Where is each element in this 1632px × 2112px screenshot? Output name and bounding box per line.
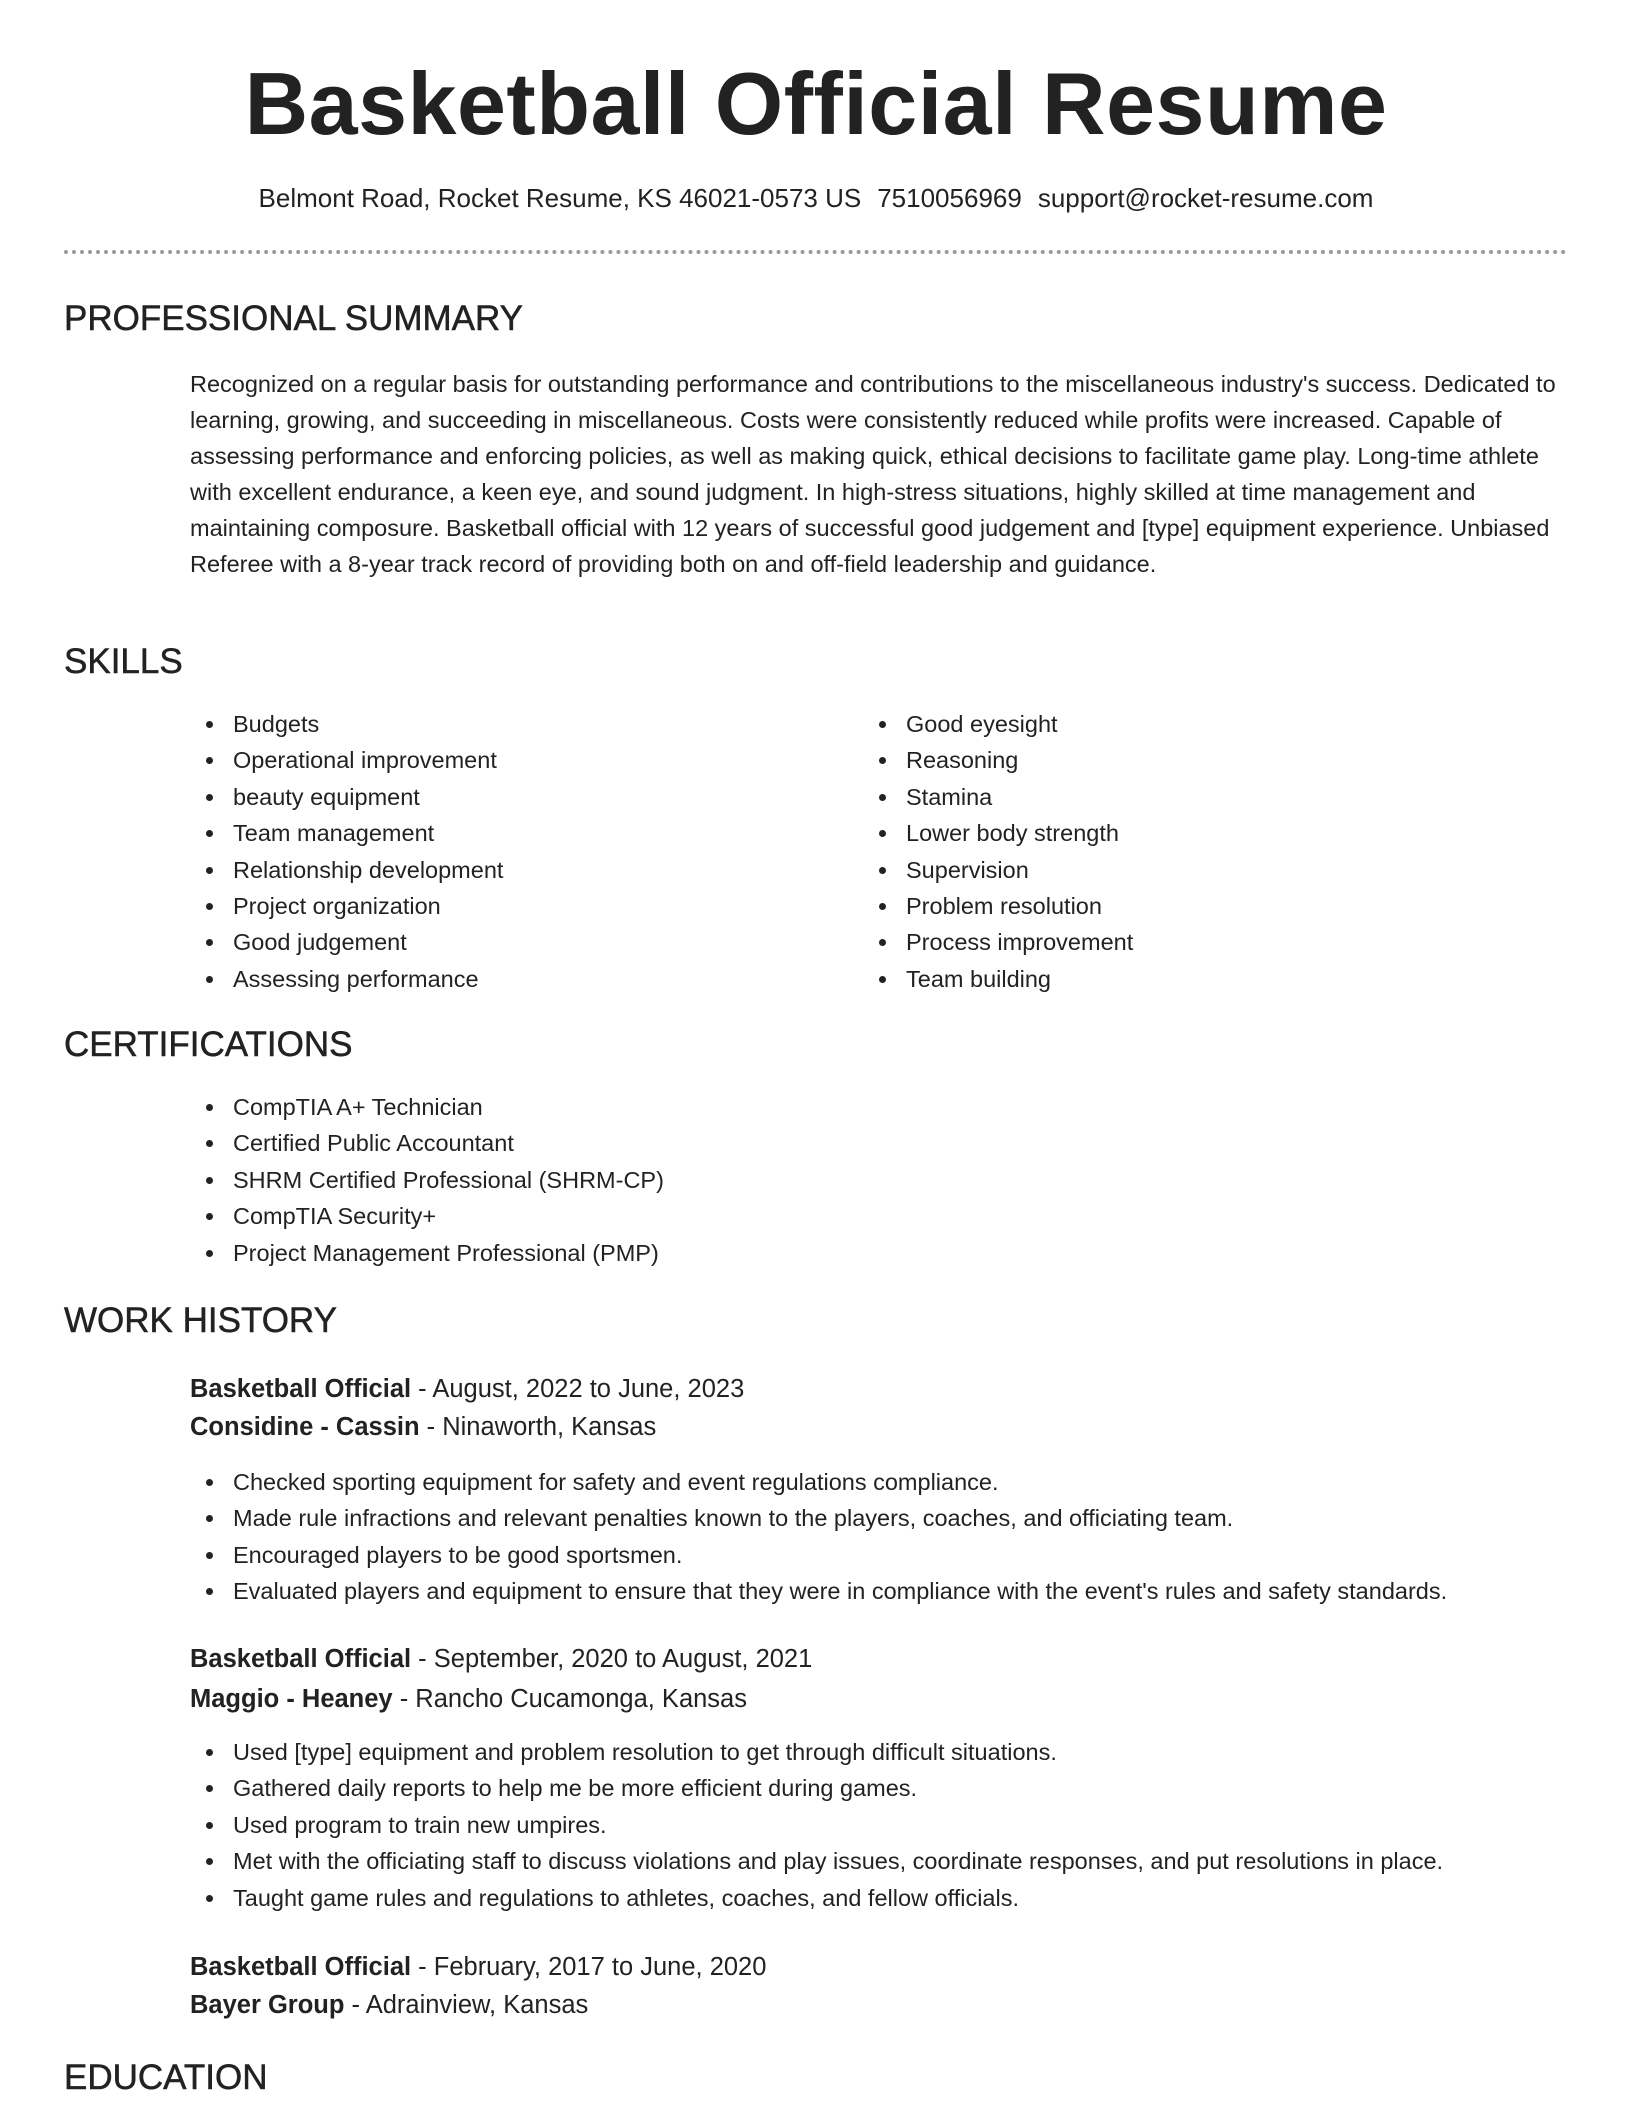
list-item: Assessing performance (190, 961, 503, 997)
summary-text: Recognized on a regular basis for outstanding performance and contributions to the miscellaneous industry's success. Dedicated to learning, growing, and succeeding in miscellaneous. Costs were consistently reduced while profits were increased. Capable of assessing performance and enforcing policies, as well as making quick, ethical decisions to facilitate game play. Long-time athlete with excellent endurance, a keen eye, and sound judgment. In high-stress situations, highly skilled at time management and maintaining composure. Basketball official with 12 years of successful good judgement and [type] equipment experience. Unbiased Referee with a 8-year track record of providing both on and off-field leadership and guidance. (190, 371, 1556, 577)
list-item: beauty equipment (190, 779, 503, 815)
list-item: Stamina (863, 779, 1133, 815)
list-item: SHRM Certified Professional (SHRM-CP) (190, 1162, 664, 1198)
job-location: - Adrainview, Kansas (344, 1991, 589, 2019)
job-location: - Ninaworth, Kansas (419, 1413, 657, 1441)
list-item: Good judgement (190, 924, 503, 960)
education-heading: EDUCATION (64, 2058, 268, 2097)
job-dates: - August, 2022 to June, 2023 (411, 1375, 745, 1403)
list-item: Relationship development (190, 852, 503, 888)
list-item: Used [type] equipment and problem resolution to get through difficult situations. (190, 1734, 1443, 1770)
skills-list-left (190, 706, 503, 997)
job-dates: - February, 2017 to June, 2020 (411, 1953, 767, 1981)
job-company-line (190, 1680, 747, 1718)
skills-list-right (863, 706, 1133, 997)
job-title-line (190, 1640, 812, 1678)
job-company: Considine - Cassin (190, 1413, 420, 1441)
list-item: Made rule infractions and relevant penalties known to the players, coaches, and officiating team. (190, 1500, 1447, 1536)
contact-address: Belmont Road, Rocket Resume, KS 46021-0573 US (258, 183, 862, 213)
list-item: Lower body strength (863, 815, 1133, 851)
resume-title: Basketball Official Resume (244, 54, 1388, 153)
list-item: Met with the officiating staff to discuss violations and play issues, coordinate responses, and put resolutions in place. (190, 1843, 1443, 1879)
job-company: Maggio - Heaney (190, 1685, 393, 1713)
job-company-line (190, 1986, 588, 2024)
list-item: Budgets (190, 706, 503, 742)
contact-phone: 7510056969 (877, 183, 1022, 213)
list-item: Used program to train new umpires. (190, 1807, 1443, 1843)
job-title: Basketball Official (190, 1645, 412, 1673)
job-title-line (190, 1370, 744, 1408)
list-item: Good eyesight (863, 706, 1133, 742)
list-item: Team building (863, 961, 1133, 997)
list-item: Project Management Professional (PMP) (190, 1235, 664, 1271)
list-item: Certified Public Accountant (190, 1125, 664, 1161)
job-title: Basketball Official (190, 1375, 412, 1403)
summary-heading: PROFESSIONAL SUMMARY (64, 299, 523, 338)
job-title-line (190, 1948, 766, 1986)
job-company: Bayer Group (190, 1991, 345, 2019)
list-item: Problem resolution (863, 888, 1133, 924)
list-item: Checked sporting equipment for safety and event regulations compliance. (190, 1464, 1447, 1500)
contact-info (0, 179, 1632, 217)
list-item: Reasoning (863, 742, 1133, 778)
list-item: Evaluated players and equipment to ensure that they were in compliance with the event's rules and safety standards. (190, 1573, 1447, 1609)
list-item: Gathered daily reports to help me be more efficient during games. (190, 1770, 1443, 1806)
list-item: Team management (190, 815, 503, 851)
job-duties-list (190, 1464, 1447, 1610)
list-item: Project organization (190, 888, 503, 924)
list-item: CompTIA A+ Technician (190, 1089, 664, 1125)
contact-email[interactable]: support@rocket-resume.com (1037, 183, 1374, 213)
job-company-line (190, 1408, 656, 1446)
job-duties-list (190, 1734, 1443, 1916)
certifications-heading: CERTIFICATIONS (64, 1025, 353, 1064)
header-divider (64, 250, 1567, 254)
list-item: CompTIA Security+ (190, 1198, 664, 1234)
list-item: Supervision (863, 852, 1133, 888)
list-item: Operational improvement (190, 742, 503, 778)
list-item: Encouraged players to be good sportsmen. (190, 1537, 1447, 1573)
skills-heading: SKILLS (64, 642, 183, 681)
job-title: Basketball Official (190, 1953, 412, 1981)
list-item: Taught game rules and regulations to athletes, coaches, and fellow officials. (190, 1880, 1443, 1916)
job-dates: - September, 2020 to August, 2021 (411, 1645, 813, 1673)
job-location: - Rancho Cucamonga, Kansas (392, 1685, 747, 1713)
certifications-list (190, 1089, 664, 1271)
work-history-heading: WORK HISTORY (64, 1301, 337, 1340)
list-item: Process improvement (863, 924, 1133, 960)
